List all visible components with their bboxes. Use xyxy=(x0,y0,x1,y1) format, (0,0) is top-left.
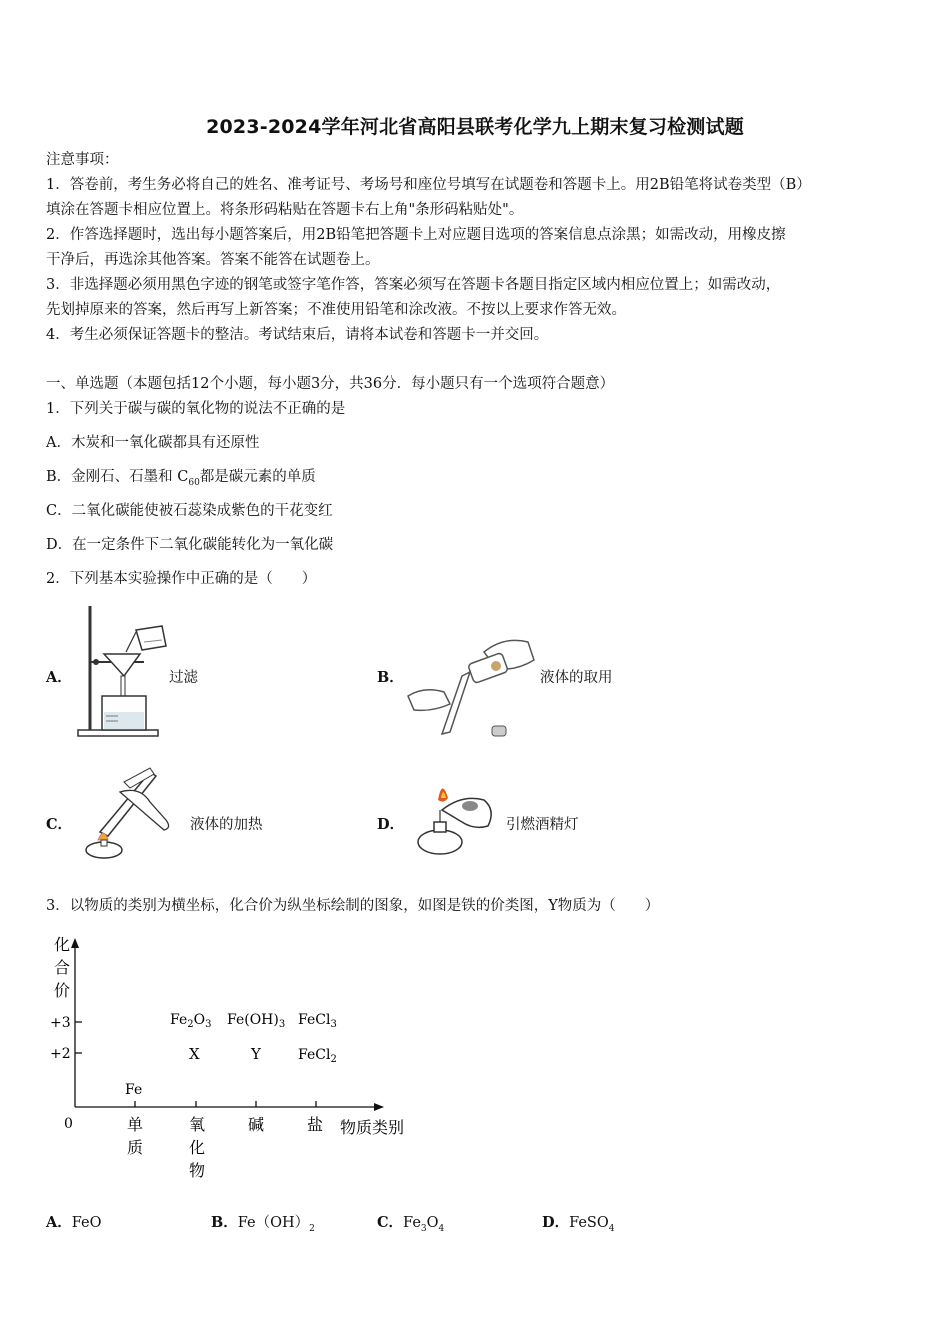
q2-stem: 2．下列基本实验操作中正确的是（ ） xyxy=(46,571,317,587)
q3-option-d: D．FeSO$_4$ xyxy=(542,1214,615,1234)
q3-stem: 3．以物质的类别为横坐标，化合价为纵坐标绘制的图象，如图是铁的价类图，Y物质为（ ） xyxy=(46,898,660,914)
x-category-label: 质 xyxy=(127,1138,144,1157)
q3-option-a: A．FeO xyxy=(46,1214,102,1231)
point-fe2o3: $Fe_2O_3$ xyxy=(170,1012,212,1030)
notice-line: 1．答卷前，考生务必将自己的姓名、准考证号、考场号和座位号填写在试题卷和答题卡上。用2B铅笔将试卷类型（B） xyxy=(46,177,811,193)
y-axis-arrow xyxy=(71,938,79,948)
alcohol-lamp-image xyxy=(408,770,502,862)
q1-option-b: B．金刚石、石墨和 $C_{60}$都是碳元素的单质 xyxy=(46,469,316,488)
notice-line: 3．非选择题必须用黑色字迹的钢笔或签字笔作答，答案必须写在答题卡各题目指定区域内相应位置上；如需改动， xyxy=(46,277,781,293)
q2-option-a-caption: 过滤 xyxy=(169,670,198,686)
y-axis-label-char: 价 xyxy=(54,981,71,1000)
notice-line: 先划掉原来的答案，然后再写上新答案；不准使用铅笔和涂改液。不按以上要求作答无效。 xyxy=(46,302,626,318)
y-tick-label: +3 xyxy=(50,1015,71,1031)
q2-option-c-label: C． xyxy=(46,816,73,833)
notice-line: 2．作答选择题时，选出每小题答案后，用2B铅笔把答题卡上对应题目选项的答案信息点涂黑；如需改动，用橡皮擦 xyxy=(46,227,786,243)
q3-option-b: B．$Fe(OH)_2$ xyxy=(211,1214,315,1234)
liquid-heating-image xyxy=(80,762,190,862)
x-category-label: 碱 xyxy=(248,1115,265,1134)
point-fecl3: FeCl$_3$ xyxy=(298,1012,337,1030)
point-y: Y xyxy=(251,1045,261,1063)
x-category-label: 单 xyxy=(127,1115,144,1134)
notice-line: 4．考生必须保证答题卡的整洁。考试结束后，请将本试卷和答题卡一并交回。 xyxy=(46,327,549,343)
q1-option-d: D．在一定条件下二氧化碳能转化为一氧化碳 xyxy=(46,537,334,553)
y-tick-label: +2 xyxy=(50,1046,71,1062)
x-category-label: 盐 xyxy=(307,1115,324,1134)
x-category-label: 物 xyxy=(189,1161,206,1180)
point-feoh3: $Fe(OH)_3$ xyxy=(227,1012,286,1030)
q2-option-b-caption: 液体的取用 xyxy=(540,670,613,686)
section-heading: 一、单选题（本题包括12个小题，每小题3分，共36分．每小题只有一个选项符合题意） xyxy=(46,376,615,392)
q1-stem: 1．下列关于碳与碳的氧化物的说法不正确的是 xyxy=(46,401,346,417)
point-x: X xyxy=(189,1045,200,1063)
q2-option-d-caption: 引燃酒精灯 xyxy=(506,817,579,833)
q2-option-a-label: A． xyxy=(46,669,72,686)
q2-option-c-caption: 液体的加热 xyxy=(190,817,263,833)
notice-line: 填涂在答题卡相应位置上。将条形码粘贴在答题卡右上角"条形码粘贴处"。 xyxy=(46,202,524,218)
q3-option-c: C．$Fe_3O_4$ xyxy=(377,1214,445,1234)
x-category-label: 化 xyxy=(189,1138,206,1157)
point-fecl2: FeCl$_2$ xyxy=(298,1047,337,1065)
liquid-pouring-image xyxy=(404,632,544,744)
x-axis-arrow xyxy=(374,1103,384,1111)
filtration-apparatus-image xyxy=(74,604,174,740)
y-axis-label-char: 合 xyxy=(54,958,71,977)
y-axis-label-char: 化 xyxy=(54,935,71,954)
q2-option-b-label: B． xyxy=(377,669,404,686)
point-fe: Fe xyxy=(125,1082,143,1098)
notice-line: 干净后，再选涂其他答案。答案不能答在试题卷上。 xyxy=(46,252,380,268)
origin-label: 0 xyxy=(64,1116,73,1132)
x-axis-label: 物质类别 xyxy=(340,1118,405,1137)
q1-option-a: A．木炭和一氧化碳都具有还原性 xyxy=(46,435,260,451)
notice-heading: 注意事项： xyxy=(46,152,119,168)
q2-option-d-label: D． xyxy=(377,816,405,833)
iron-valence-chart xyxy=(40,932,420,1182)
q1-option-c: C．二氧化碳能使被石蕊染成紫色的干花变红 xyxy=(46,503,333,519)
page-title: 2023-2024学年河北省高阳县联考化学九上期末复习检测试题 xyxy=(206,116,744,138)
x-category-label: 氧 xyxy=(189,1115,206,1134)
